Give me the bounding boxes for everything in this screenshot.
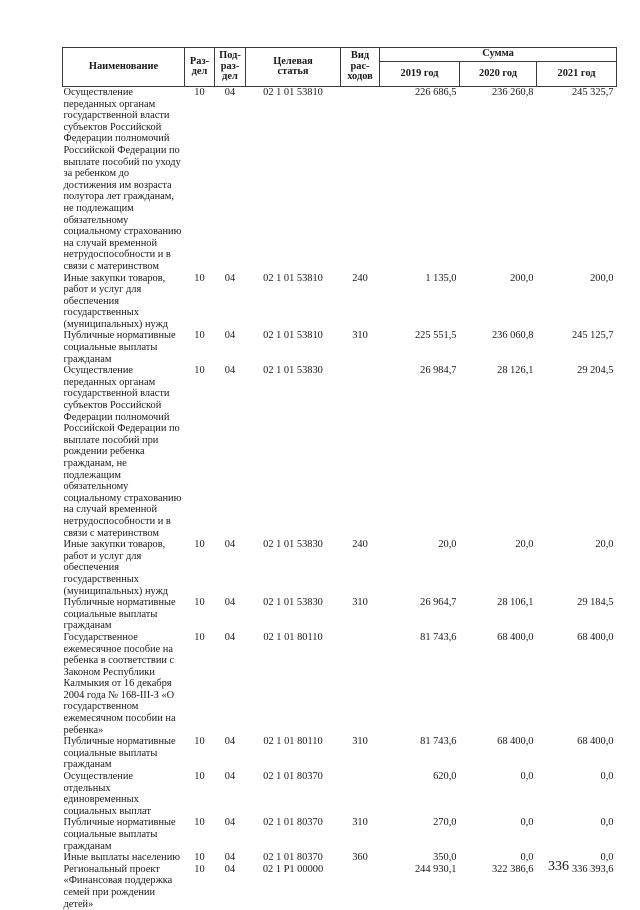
row-vid: 310: [341, 330, 380, 365]
row-2019: 26 984,7: [380, 365, 460, 539]
row-target: 02 1 01 80370: [246, 852, 341, 864]
table-row: [63, 365, 617, 539]
header-2019: 2019 год: [380, 62, 460, 87]
row-2020: 28 106,1: [460, 597, 537, 632]
header-summa: Сумма: [380, 48, 617, 62]
row-razdel: 10: [185, 365, 215, 539]
row-podrazdel: 04: [215, 330, 246, 365]
row-2021: 68 400,0: [537, 736, 617, 771]
row-razdel: 10: [185, 273, 215, 331]
row-vid: 310: [341, 817, 380, 852]
row-2020: 236 260,8: [460, 87, 537, 273]
table-row: [63, 736, 617, 771]
row-vid: [341, 632, 380, 736]
row-razdel: 10: [185, 852, 215, 864]
row-podrazdel: 04: [215, 864, 246, 910]
row-name: Осуществление отдельных единовременных социальных выплат: [63, 771, 185, 817]
row-podrazdel: 04: [215, 632, 246, 736]
row-2021: 29 204,5: [537, 365, 617, 539]
row-2020: 20,0: [460, 539, 537, 597]
row-2021: 245 325,7: [537, 87, 617, 273]
row-vid: [341, 864, 380, 910]
table-row: [63, 597, 617, 632]
row-2021: 68 400,0: [537, 632, 617, 736]
row-vid: 310: [341, 597, 380, 632]
row-2019: 20,0: [380, 539, 460, 597]
header-podrazdel: [215, 48, 246, 87]
row-2019: 26 964,7: [380, 597, 460, 632]
row-podrazdel: 04: [215, 597, 246, 632]
row-2021: 336 393,6: [537, 864, 617, 910]
row-name: Публичные нормативные социальные выплаты гражданам: [63, 817, 185, 852]
row-target: 02 1 01 53830: [246, 365, 341, 539]
row-razdel: 10: [185, 736, 215, 771]
row-2019: 226 686,5: [380, 87, 460, 273]
row-name: Публичные нормативные социальные выплаты гражданам: [63, 597, 185, 632]
row-2019: 81 743,6: [380, 632, 460, 736]
row-vid: 310: [341, 736, 380, 771]
row-2020: 28 126,1: [460, 365, 537, 539]
header-podrazdel-text: Под- раз- дел: [219, 50, 241, 82]
row-vid: 240: [341, 273, 380, 331]
row-name: Иные закупки товаров, работ и услуг для обеспечения государственных (муниципальных) нужд: [63, 539, 185, 597]
row-razdel: 10: [185, 87, 215, 273]
page-number: 336: [548, 859, 569, 875]
table-row: [63, 632, 617, 736]
row-name: Государственное ежемесячное пособие на ребенка в соответствии с Законом Республики Калмыкия от 16 декабря 2004 года № 168-III-З «О государственном ежемесячном пособии на ребенка»: [63, 632, 185, 736]
row-2021: 0,0: [537, 852, 617, 864]
row-name: Публичные нормативные социальные выплаты гражданам: [63, 736, 185, 771]
row-2021: 29 184,5: [537, 597, 617, 632]
row-2019: 244 930,1: [380, 864, 460, 910]
row-target: 02 1 01 80110: [246, 632, 341, 736]
budget-sheet: [62, 47, 616, 910]
budget-table: [62, 47, 617, 910]
row-name: Осуществление переданных органам государственной власти субъектов Российской Федерации полномочий Российской Федерации по выплате пособий при рождении ребенка гражданам, не подлежащим обязательному социальному страхованию на случай временной нетрудоспособности и в связи с материнством: [63, 365, 185, 539]
header-2020: 2020 год: [460, 62, 537, 87]
row-target: 02 1 01 80370: [246, 817, 341, 852]
row-podrazdel: 04: [215, 736, 246, 771]
header-vid-text: Вид рас- ходов: [347, 50, 373, 82]
row-target: 02 1 01 80370: [246, 771, 341, 817]
header-razdel-text: Раз- дел: [190, 56, 209, 78]
header-target: [246, 48, 341, 87]
row-razdel: 10: [185, 771, 215, 817]
table-row: [63, 539, 617, 597]
row-2020: 68 400,0: [460, 632, 537, 736]
row-2020: 68 400,0: [460, 736, 537, 771]
row-2019: 350,0: [380, 852, 460, 864]
row-2020: 322 386,6: [460, 864, 537, 910]
row-name: Иные закупки товаров, работ и услуг для обеспечения государственных (муниципальных) нужд: [63, 273, 185, 331]
row-vid: 240: [341, 539, 380, 597]
table-row: [63, 852, 617, 864]
row-2020: 200,0: [460, 273, 537, 331]
table-row: [63, 87, 617, 273]
row-name: Региональный проект «Финансовая поддержка семей при рождении детей»: [63, 864, 185, 910]
row-podrazdel: 04: [215, 852, 246, 864]
row-target: 02 1 01 53810: [246, 273, 341, 331]
row-podrazdel: 04: [215, 87, 246, 273]
row-2021: 0,0: [537, 771, 617, 817]
row-name: Иные выплаты населению: [63, 852, 185, 864]
row-vid: 360: [341, 852, 380, 864]
row-2020: 236 060,8: [460, 330, 537, 365]
row-razdel: 10: [185, 632, 215, 736]
row-target: 02 1 01 53830: [246, 539, 341, 597]
row-vid: [341, 365, 380, 539]
row-2019: 81 743,6: [380, 736, 460, 771]
row-target: 02 1 01 53810: [246, 87, 341, 273]
row-2019: 1 135,0: [380, 273, 460, 331]
row-razdel: 10: [185, 330, 215, 365]
row-2021: 20,0: [537, 539, 617, 597]
row-target: 02 1 01 53830: [246, 597, 341, 632]
row-target: 02 1 01 80110: [246, 736, 341, 771]
row-podrazdel: 04: [215, 273, 246, 331]
table-row: [63, 864, 617, 910]
header-2021: 2021 год: [537, 62, 617, 87]
row-vid: [341, 87, 380, 273]
row-2020: 0,0: [460, 771, 537, 817]
table-row: [63, 330, 617, 365]
row-2019: 225 551,5: [380, 330, 460, 365]
row-2021: 200,0: [537, 273, 617, 331]
row-podrazdel: 04: [215, 365, 246, 539]
table-body: [63, 87, 617, 910]
row-2020: 0,0: [460, 817, 537, 852]
row-vid: [341, 771, 380, 817]
row-podrazdel: 04: [215, 771, 246, 817]
row-2019: 620,0: [380, 771, 460, 817]
row-podrazdel: 04: [215, 817, 246, 852]
row-2019: 270,0: [380, 817, 460, 852]
table-row: [63, 817, 617, 852]
row-2021: 245 125,7: [537, 330, 617, 365]
row-target: 02 1 01 53810: [246, 330, 341, 365]
header-target-text: Целевая статья: [273, 56, 313, 78]
row-name: Публичные нормативные социальные выплаты гражданам: [63, 330, 185, 365]
table-row: [63, 771, 617, 817]
header-name: Наименование: [63, 48, 185, 87]
header-razdel: [185, 48, 215, 87]
table-header: [63, 48, 617, 87]
row-razdel: 10: [185, 597, 215, 632]
row-2021: 0,0: [537, 817, 617, 852]
header-vid: [341, 48, 380, 87]
row-target: 02 1 P1 00000: [246, 864, 341, 910]
row-razdel: 10: [185, 539, 215, 597]
row-2020: 0,0: [460, 852, 537, 864]
row-podrazdel: 04: [215, 539, 246, 597]
row-razdel: 10: [185, 864, 215, 910]
row-razdel: 10: [185, 817, 215, 852]
row-name: Осуществление переданных органам государственной власти субъектов Российской Федерации полномочий Российской Федерации по выплате пособий по уходу за ребенком до достижения им возраста полутора лет гражданам, не подлежащим обязательному социальному страхованию на случай временной нетрудоспособности и в связи с материнством: [63, 87, 185, 273]
table-row: [63, 273, 617, 331]
